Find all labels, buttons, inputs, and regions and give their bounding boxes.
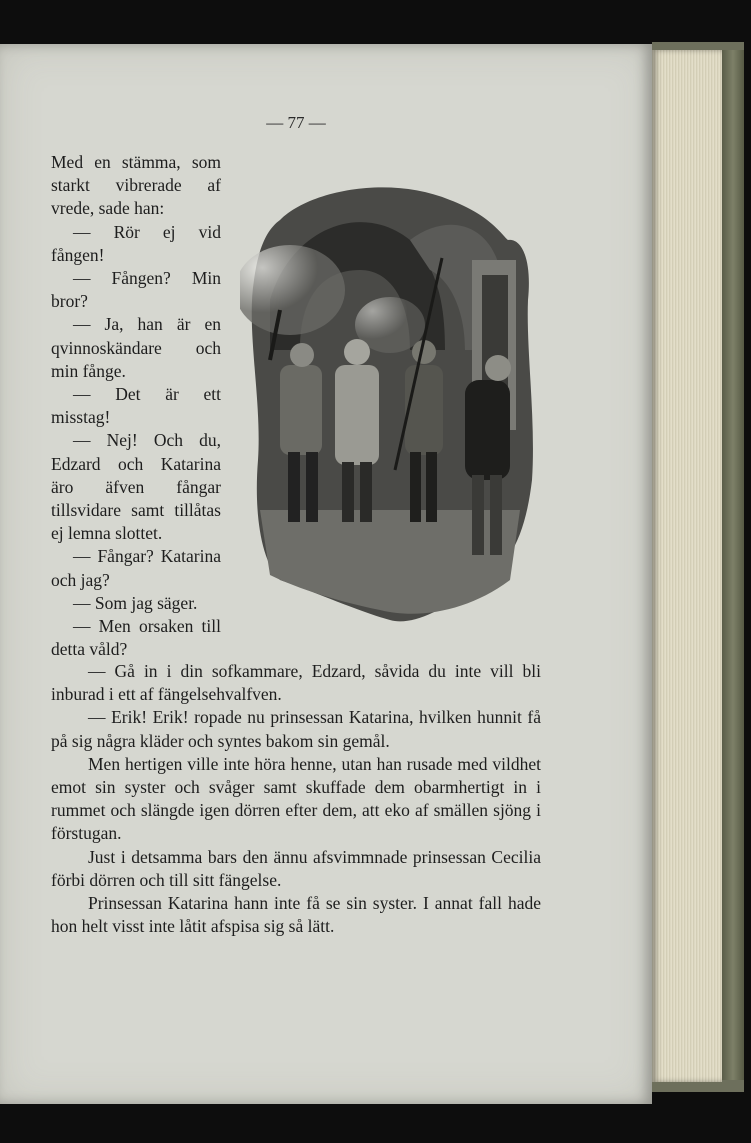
illustration-art [240, 180, 536, 626]
page-number: — 77 — [266, 113, 326, 132]
paragraph: — Nej! Och du, Edzard och Katarina äro äfven fångar tillsvidare samt tillåtas ej lemna slottet. [51, 430, 221, 544]
wide-text-column [51, 660, 541, 938]
paragraph: — Rör ej vid fången! [51, 221, 221, 265]
paragraph: Just i detsamma bars den ännu afsvimmnade prinsessan Cecilia förbi dörren och till sitt fängelse. [51, 846, 541, 890]
paragraph: — Det är ett misstag! [51, 384, 221, 428]
paragraph: Prinsessan Katarina hann inte få se sin syster. I annat fall hade hon helt visst inte låtit afspisa sig så lätt. [51, 893, 541, 937]
paragraph: — Men orsaken till detta våld? [51, 616, 221, 660]
paragraph: — Som jag säger. [73, 592, 198, 613]
paragraph: — Fångar? Katarina och jag? [51, 546, 221, 590]
page-stack-edge [652, 50, 722, 1082]
paragraph: — Erik! Erik! ropade nu prinsessan Katarina, hvilken hunnit få på sig några kläder och syntes bakom sin gemål. [51, 707, 541, 751]
paragraph: Men hertigen ville inte höra henne, utan han rusade med vildhet emot sin syster och svåger samt skuffade dem obarmhertigt in i rummet och slängde igen dörren efter dem, att eko af smällen sjöng i förstugan. [51, 753, 541, 844]
engraving-illustration [240, 180, 536, 626]
cover-spine-strip [722, 50, 744, 1080]
paragraph: — Ja, han är en qvinnoskändare och min fånge. [51, 314, 221, 381]
paragraph: Med en stämma, som starkt vibrerade af vrede, sade han: [51, 152, 221, 219]
torch-glow [240, 245, 345, 335]
paragraph: — Gå in i din sofkammare, Edzard, såvida du inte vill bli inburad i ett af fängelsehvalfven. [51, 661, 541, 705]
narrow-text-column [51, 151, 221, 661]
paragraph: — Fången? Min bror? [51, 268, 221, 312]
